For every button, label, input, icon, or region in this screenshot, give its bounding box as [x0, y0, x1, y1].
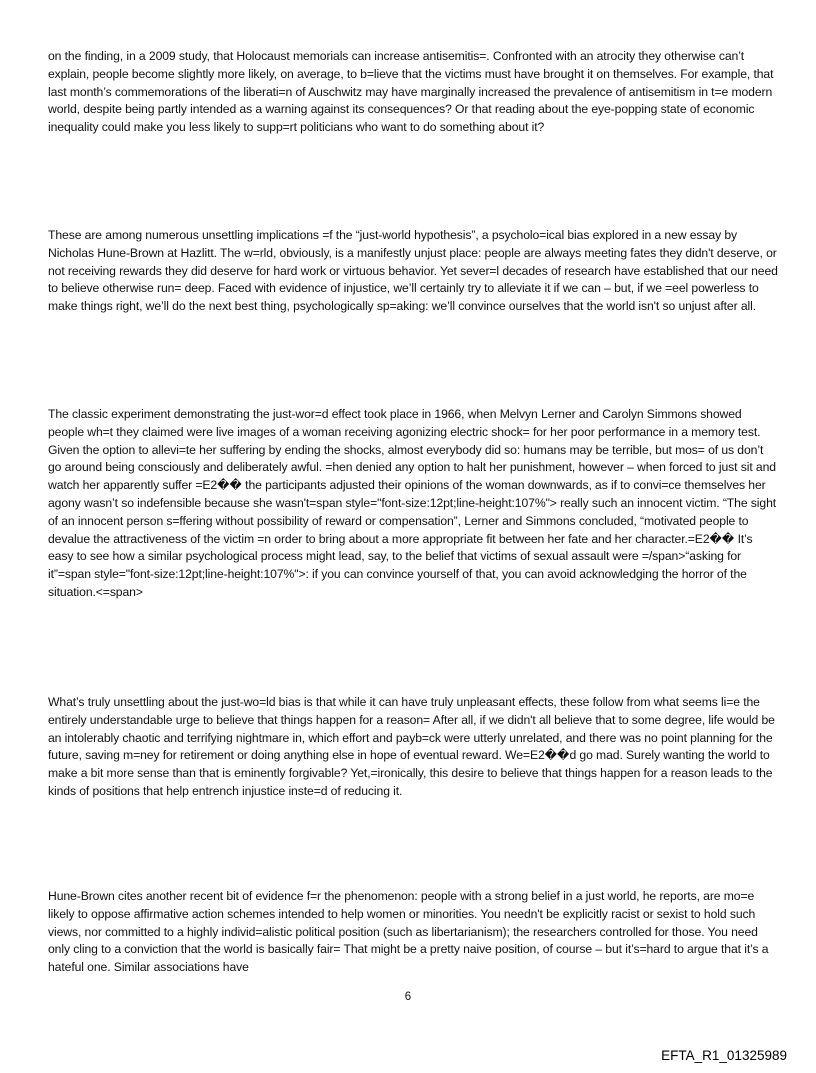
paragraph-4: What’s truly unsettling about the just-wo=ld bias is that while it can have truly unpleasant effects, these follow from what seems li=e the entirely understandable urge to believe that things happen for a reason= After all, if we didn't all believe that to some degree, life would be an intolerably chaotic and terrifying nightmare in, which effort and payb=ck were utterly unrelated, and there was no point planning for the future, saving m=ney for retirement or doing anything else in hope of eventual reward. We=E2��d go mad. Surely wanting the world to make a bit more sense than that is eminently forgivable? Yet,=ironically, this desire to believe that things happen for a reason leads to the kinds of positions that help entrench injustice inste=d of reducing it. [48, 695, 775, 798]
document-page [48, 0, 778, 1073]
paragraph-1: on the finding, in a 2009 study, that Holocaust memorials can increase antisemitis=. Confronted with an atrocity they otherwise can’t explain, people become slightly more likely, on average, to b=lieve that the victims must have brought it on themselves. For example, that last month’s commemorations of the liberati=n of Auschwitz may have marginally increased the prevalence of antisemitism in t=e modern world, despite being partly intended as a warning against its consequences? Or that reading about the eye-popping state of economic inequality could make you less likely to supp=rt politicians who want to do something about it? [48, 49, 774, 135]
paragraph-5: Hune-Brown cites another recent bit of evidence f=r the phenomenon: people with a strong belief in a just world, he reports, are mo=e likely to oppose affirmative action schemes intended to help women or minorities. You needn't be explicitly racist or sexist to hold such views, nor committed to a highly individ=alistic political position (such as libertarianism); the researchers controlled for those. You need only cling to a conviction that the world is basically fair= That might be a pretty naive position, of course – but it’s=hard to argue that it’s a hateful one. Similar associations have [48, 889, 769, 975]
bates-number: EFTA_R1_01325989 [661, 1048, 787, 1063]
page-number: 6 [404, 991, 412, 1003]
paragraph-3: The classic experiment demonstrating the just-wor=d effect took place in 1966, when Melvyn Lerner and Carolyn Simmons showed people wh=t they claimed were live images of a woman receiving agonizing electric shock= for her poor performance in a memory test. Given the option to allevi=te her suffering by ending the shocks, almost everybody did so: humans may be terrible, but mos= of us don’t go around being consciously and deliberately awful. =hen denied any option to halt her punishment, however – when forced to just sit and watch her apparently suffer =E2�� the participants adjusted their opinions of the woman downwards, as if to convi=ce themselves her agony wasn’t so indefensible because she wasn't=span style="font-size:12pt;line-height:107%"> really such an innocent victim. “The sight of an innocent person s=ffering without possibility of reward or compensation”, Lerner and Simmons concluded, “motivated people to devalue the attractiveness of the victim =n order to bring about a more appropriate fit between her fate and her character.=E2�� It’s easy to see how a similar psychological process might lead, say, to the belief that victims of sexual assault were =/span>“asking for it”=span style="font-size:12pt;line-height:107%">: if you can convince yourself of that, you can avoid acknowledging the horror of the situation.<=span> [48, 407, 777, 599]
paragraph-2: These are among numerous unsettling implications =f the “just-world hypothesis”, a psycholo=ical bias explored in a new essay by Nicholas Hune-Brown at Hazlitt. The w=rld, obviously, is a manifestly unjust place: people are always meeting fates they didn't deserve, or not receiving rewards they did deserve for hard work or virtuous behavior. Yet sever=l decades of research have established that our need to believe otherwise run= deep. Faced with evidence of injustice, we’ll certainly try to alleviate it if we can – but, if we =eel powerless to make things right, we’ll do the next best thing, psychologically sp=aking: we’ll convince ourselves that the world isn't so unjust after all. [48, 228, 778, 314]
